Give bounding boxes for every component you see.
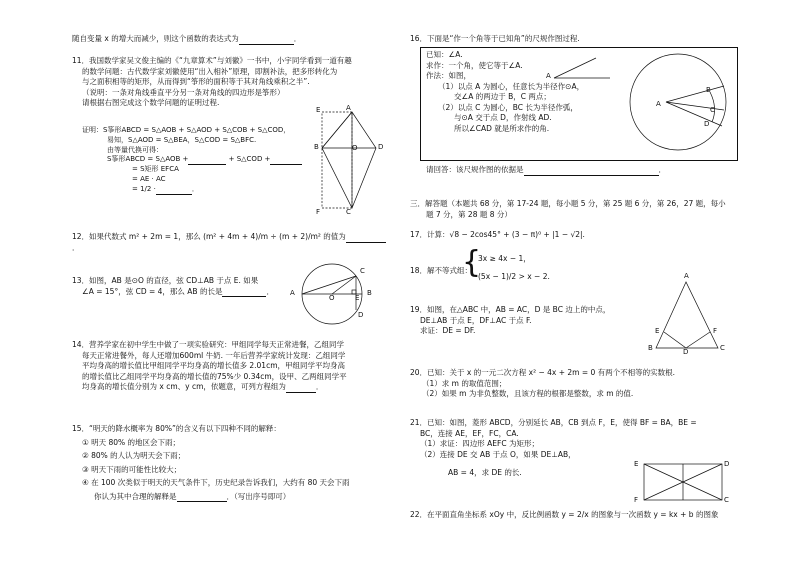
q14: 14．营养学家在初中学生中做了一项实验研究：甲组同学每天正常进餐，乙组同学 每天正常进餐外，每人还增加600ml 牛奶. 一年后营养学家统计发现：乙组同学 平均身高的增长值比甲组同学平均身高的增长值多 2.01cm，甲组同学平均身高 的增长值比乙组同学平均身高的增长值的75%少 0.34cm，设甲、乙两组同学平 均身高的增长值分别为 x cm、y cm，依题意，可列方程组为 ． (72, 340, 402, 393)
q16-step: （1）以点 A 为圆心，任意长为半径作⊙A， (438, 81, 585, 91)
q19-line: 求证：DE = DF. (420, 326, 476, 335)
label-E: E (316, 106, 321, 114)
proof-line: = AE · AC (132, 174, 166, 183)
label-A: A (656, 100, 661, 108)
label-C: C (724, 496, 729, 504)
answer-blank (286, 384, 316, 393)
given-angle-figure (552, 56, 612, 82)
proof-line: 由等量代换可得： (107, 145, 163, 154)
label-F: F (634, 496, 639, 504)
label-C: C (720, 344, 725, 352)
q17: 17．计算：√8 − 2cos45° + (3 − π)⁰ + |1 − √2|. (410, 230, 585, 239)
q21-line: AB = 4，求 DE 的长. (448, 468, 522, 477)
q11-line: 与之面积相等的矩形，从而得到“筝形的面积等于其对角线乘积之半”. (82, 77, 310, 86)
q16-step: （2）以点 C 为圆心，BC 长为半径作弧， (438, 102, 578, 112)
section-three (410, 199, 745, 220)
q19-line: DE⊥AB 于点 E，DF⊥AC 于点 F. (420, 315, 532, 325)
q16-method: 作法：如图， (426, 71, 471, 80)
q11-line: （说明：一条对角线垂直平分另一条对角线的四边形是筝形） (82, 87, 285, 97)
q18-label: 18．解不等式组： (410, 266, 473, 275)
label-E: E (634, 460, 639, 468)
answer-blank (524, 167, 659, 176)
answer-blank (156, 186, 192, 195)
label-F: F (713, 327, 718, 335)
q16-ask: 求作：一个角，使它等于∠A. (426, 60, 523, 70)
q12-text: 12．如果代数式 m² + 2m = 1，那么 (m² + 4m + 4)/m ÷ (m + 2)/m² 的值为 (72, 232, 346, 241)
answer-blank (188, 156, 226, 165)
q14-line: 平均身高的增长值比甲组同学平均身高的增长值多 2.01cm，甲组同学平均身高 (82, 361, 346, 370)
q21-line: 21．已知：如图，菱形 ABCD，分别延长 AB，CB 到点 F，E，使得 BF = BA，BE = (410, 418, 697, 427)
label-E: E (655, 327, 660, 335)
q15-option: ① 明天 80% 的地区会下雨； (82, 437, 181, 447)
q19 (410, 305, 640, 337)
proof-line: S筝形ABCD = S△AOB + (107, 155, 189, 164)
q14-line: 均身高的增长值分别为 x cm、y cm，依题意，可列方程组为 (82, 382, 286, 391)
q11-line: 11．我国数学家吴文俊主编的《“九章算术”与刘徽》一书中，小宇同学看到一道有趣 (72, 56, 352, 65)
q22: 22．在平面直角坐标系 xOy 中，反比例函数 y = 2/x 的图象与一次函数 y = kx + b 的图象 (410, 510, 719, 519)
q20-line: 20．已知：关于 x 的一元二次方程 x² − 4x + 2m = 0 有两个不相等的实数根. (410, 368, 676, 377)
proof-line: 证明：S筝形ABCD = S△AOB + S△AOD + S△COB + S△COD， (82, 126, 291, 134)
q16-answer: 请回答：该尺规作图的依据是 ． (426, 165, 666, 174)
label-O: O (352, 144, 358, 152)
kite-figure (312, 108, 372, 216)
q11-line: 的数学问题：古代数学家刘徽使用“出入相补”原理，即割补法，把多形转化为 (82, 66, 338, 76)
q19-line: 19．如图，在△ABC 中，AB = AC，D 是 BC 边上的中点， (410, 305, 611, 314)
system-brace: { (462, 245, 482, 280)
rhombus-figure (640, 460, 726, 504)
q14-line: 每天正常进餐外，每人还增加600ml 牛奶. 一年后营养学家统计发现：乙组同学 (82, 350, 346, 360)
answer-blank (270, 156, 302, 165)
q15-end: 你认为其中合理的解释是 (94, 491, 177, 501)
proof-line: = S矩形 EFCA (132, 165, 179, 174)
label-D: D (378, 143, 384, 151)
label-A: A (684, 272, 689, 280)
q13-line: 13．如图，AB 是⊙O 的直径，弦 CD⊥AB 于点 E. 如果 (72, 276, 259, 285)
label-D: D (704, 120, 710, 128)
proof-line: = 1/2 · (132, 184, 156, 193)
q20-line: （1）求 m 的取值范围； (422, 378, 507, 388)
answer-blank (222, 288, 266, 297)
q14-line: 14．营养学家在初中学生中做了一项实验研究：甲组同学每天正常进餐，乙组同学 (72, 340, 345, 349)
q11-proof: 证明：S筝形ABCD = S△AOB + S△AOD + S△COB + S△COD， 易知，S△AOD = S△BEA，S△COD = S△BFC. 由等量代换可得： S筝形ABCD = S△AOB + + S△COD + = S矩形 EFCA = AE · AC = 1/2 · ． (82, 126, 302, 195)
q15 (72, 424, 402, 502)
answer-blank (239, 36, 294, 45)
label-C: C (360, 267, 365, 275)
q20 (410, 368, 740, 400)
q13-line: ∠A = 15°，弦 CD = 4，那么 AB 的长是 (82, 286, 223, 296)
q13: 13．如图，AB 是⊙O 的直径，弦 CD⊥AB 于点 E. 如果 ∠A = 15°，弦 CD = 4，那么 AB 的长是 ． (72, 276, 302, 297)
q16-answer-text: 请回答：该尺规作图的依据是 (426, 165, 524, 174)
q10-tail: 随自变量 x 的增大而减少，则这个函数的表达式为 ． (72, 34, 302, 43)
q20-line: （2）如果 m 为非负整数，且该方程的根都是整数，求 m 的值. (422, 389, 634, 398)
label-D: D (724, 460, 730, 468)
proof-line: 易知，S△AOD = S△BEA，S△COD = S△BFC. (107, 135, 257, 144)
label-B: B (314, 143, 319, 151)
section-heading: 题 7 分，第 28 题 8 分） (426, 209, 512, 219)
q16-step: 交∠A 的两边于 B，C 两点； (454, 92, 551, 101)
q21-line: （2）连接 DE 交 AB 于点 O，如果 DE⊥AB， (420, 449, 576, 459)
q14-line: 的增长值比乙组同学平均身高的增长值的75%少 0.34cm，设甲、乙两组同学平 (82, 371, 347, 381)
q15-end-suffix: ．（写出序号即可） (226, 491, 291, 501)
label-B: B (648, 344, 653, 352)
label-C: C (710, 106, 715, 114)
label-E: E (355, 294, 360, 302)
label-D: D (358, 311, 364, 319)
label-F: F (316, 208, 321, 216)
q16-title: 16．下面是“作一个角等于已知角”的尺规作图过程. (410, 34, 580, 43)
label-O: O (329, 294, 335, 302)
q15-option: ④ 在 100 次类似于明天的天气条件下，历史纪录告诉我们，大约有 80 天会下雨 (82, 478, 350, 487)
section-heading: 三．解答题（本题共 68 分，第 17-24 题，每小题 5 分，第 25 题 6 分，第 26，27 题，每小 (410, 199, 726, 208)
q12: 12．如果代数式 m² + 2m = 1，那么 (m² + 4m + 4)/m ÷ (m + 2)/m² 的值为． (72, 232, 392, 253)
q16-known: 已知：∠A. (426, 50, 463, 59)
q18-line2: (5x − 1)/2 > x − 2. (478, 272, 550, 281)
answer-blank (177, 493, 227, 502)
q18 (410, 266, 730, 277)
q16-step: 与⊙A 交于点 D，作射线 AD. (454, 113, 552, 122)
q18-line1: 3x ≥ 4x − 1， (478, 254, 531, 263)
q15-option: ② 80% 的人认为明天会下雨； (82, 451, 186, 460)
q15-intro: 15．“明天的降水概率为 80%”的含义有以下四种不同的解释： (72, 424, 281, 433)
label-C: C (346, 208, 351, 216)
label-B: B (367, 289, 372, 297)
triangle-figure (652, 280, 724, 354)
q15-option: ③ 明天下雨的可能性比较大； (82, 464, 182, 474)
q16-step: 所以∠CAD 就是所求作的角. (454, 123, 550, 133)
q11 (72, 56, 402, 109)
answer-blank (346, 234, 386, 243)
q21-line: （1）求证：四边形 AEFC 为矩形； (420, 439, 539, 448)
label-B: B (706, 86, 711, 94)
q21-line: BC，连接 AE，EF，FC，CA. (420, 428, 519, 438)
q11-line: 请根据右图完成这个数学问题的证明过程. (82, 98, 220, 107)
label-A: A (546, 72, 551, 80)
q10-text: 随自变量 x 的增大而减少，则这个函数的表达式为 (72, 34, 239, 43)
label-A: A (290, 289, 295, 297)
label-A: A (346, 104, 351, 112)
label-D: D (683, 348, 689, 356)
construction-figure (626, 50, 730, 154)
